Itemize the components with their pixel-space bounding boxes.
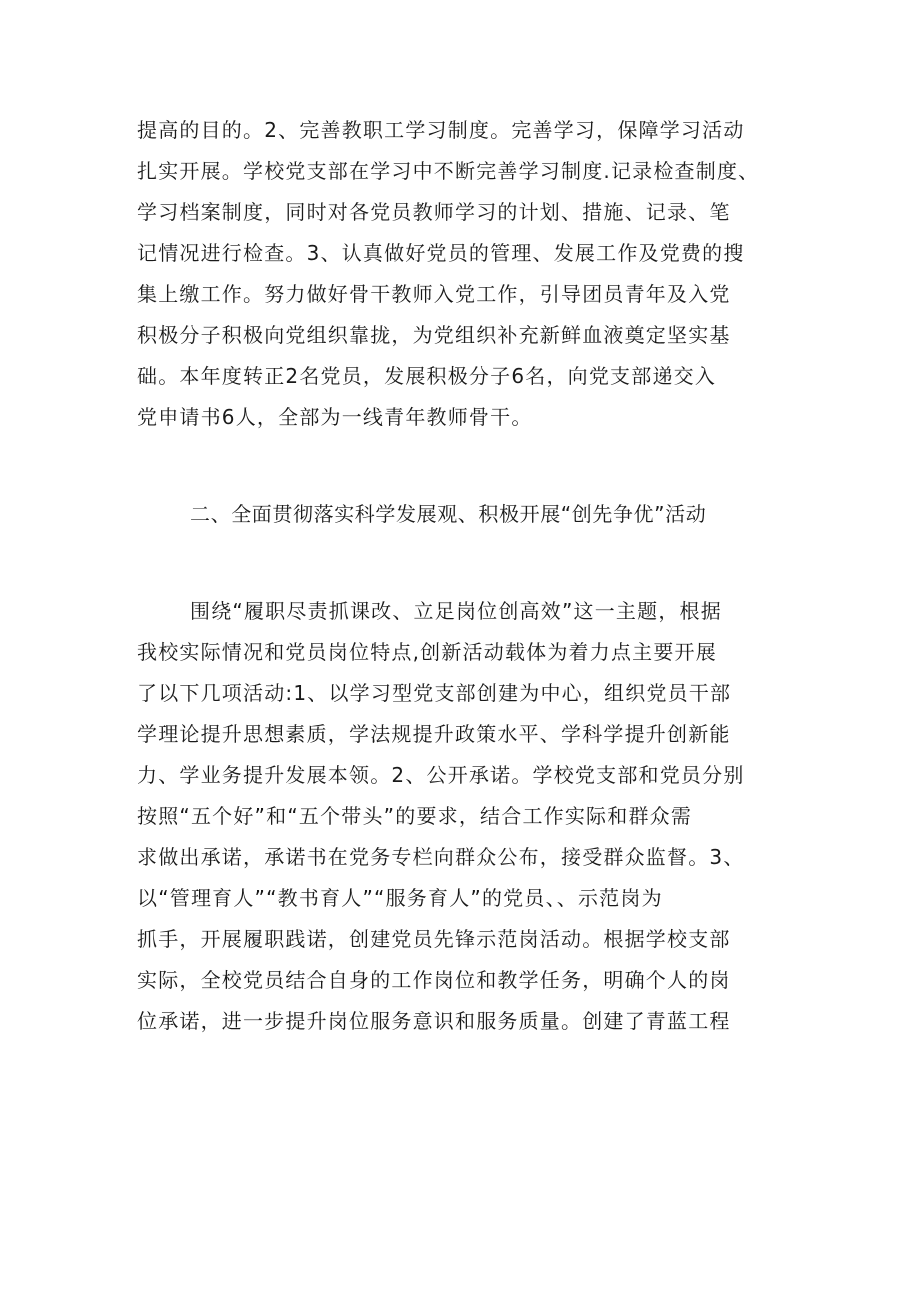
text-line: 求做出承诺，承诺书在党务专栏向群众公布，接受群众监督。3、 xyxy=(137,845,745,869)
text-line: 位承诺，进一步提升岗位服务意识和服务质量。创建了青蓝工程 xyxy=(137,1009,731,1033)
section-heading: 二、全面贯彻落实科学发展观、积极开展“创先争优”活动 xyxy=(190,502,707,526)
text-line: 抓手，开展履职践诺，创建党员先锋示范岗活动。根据学校支部 xyxy=(137,927,731,951)
text-line: 扎实开展。学校党支部在学习中不断完善学习制度.记录检查制度、 xyxy=(137,159,760,183)
text-line: 提高的目的。2、完善教职工学习制度。完善学习，保障学习活动 xyxy=(137,118,745,142)
text-line: 以“管理育人”“教书育人”“服务育人”的党员、、示范岗为 xyxy=(137,886,663,910)
text-line: 了以下几项活动:1、以学习型党支部创建为中心，组织党员干部 xyxy=(137,681,732,705)
text-line: 集上缴工作。努力做好骨干教师入党工作，引导团员青年及入党 xyxy=(137,282,731,306)
text-line: 积极分子积极向党组织靠拢，为党组织补充新鲜血液奠定坚实基 xyxy=(137,323,731,347)
text-line: 围绕“履职尽责抓课改、立足岗位创高效”这一主题，根据 xyxy=(190,599,722,623)
text-line: 学理论提升思想素质，学法规提升政策水平、学科学提升创新能 xyxy=(137,722,731,746)
text-line: 实际，全校党员结合自身的工作岗位和教学任务，明确个人的岗 xyxy=(137,968,731,992)
text-line: 按照“五个好”和“五个带头”的要求，结合工作实际和群众需 xyxy=(137,804,693,828)
text-line: 础。本年度转正2名党员，发展积极分子6名，向党支部递交入 xyxy=(137,364,717,388)
text-line: 学习档案制度，同时对各党员教师学习的计划、措施、记录、笔 xyxy=(137,200,731,224)
text-line: 力、学业务提升发展本领。2、公开承诺。学校党支部和党员分别 xyxy=(137,763,745,787)
text-line: 党申请书6人，全部为一线青年教师骨干。 xyxy=(137,405,533,429)
text-line: 我校实际情况和党员岗位特点,创新活动载体为着力点主要开展 xyxy=(137,640,717,664)
text-line: 记情况进行检查。3、认真做好党员的管理、发展工作及党费的搜 xyxy=(137,241,745,265)
